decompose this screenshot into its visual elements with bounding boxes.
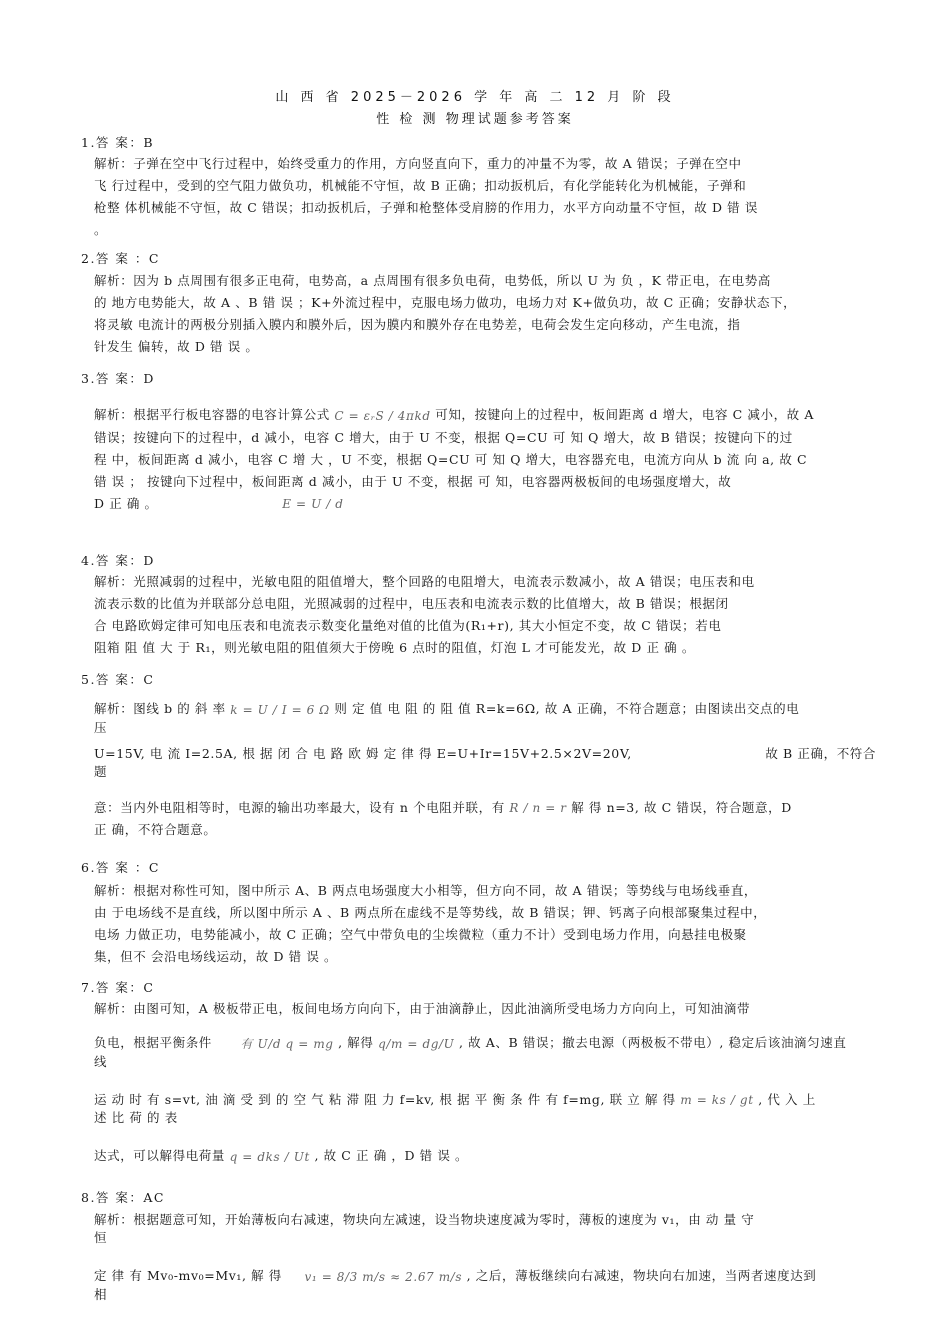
explanation-4 [94,571,876,659]
explanation-line: 正 确，不符合题意。 [94,822,217,837]
explanation-line: 的 地方电势能大，故 A 、B 错 误 ；K+外流过程中，克服电场力做功，电场力对 K+做负功，故 C 正确；安静状态下， [94,295,797,310]
explanation-line: 解析：根据题意可知，开始薄板向右减速，物块向左减速，设当物块速度减为零时，薄板的速度为 v₁，由 动 量 守 [94,1212,755,1227]
text-fragment: 达式，可以解得电荷量 [94,1148,226,1163]
text-fragment: 解析：图线 b 的 斜 率 [94,701,226,716]
explanation-line: 集，但不 会沿电场线运动，故 D 错 误 。 [94,949,338,964]
explanation-8 [94,1209,876,1302]
answer-3: 3.答 案：D [81,371,155,386]
explanation-line: 错误；按键向下的过程中，d 减小，电容 C 增大，由于 U 不变，根据 Q=CU 可 知 Q 增大，故 B 错误；按键向下的过 [94,429,793,445]
explanation-6 [94,880,876,968]
explanation-line: 程 中，板间距离 d 减小，电容 C 增 大 ，U 不变，根据 Q=CU 可 知 Q 增大，电容器充电，电流方向从 b 流 向 a, 故 C [94,451,808,467]
explanation-line: 解析：因为 b 点周围有很多正电荷，电势高，a 点周围有很多负电荷，电势低，所以 U 为 负 ，K 带正电，在电势高 [94,273,771,288]
explanation-line: 枪整 体机械能不守恒，故 C 错误；扣动扳机后，子弹和枪整体受肩膀的作用力，水平方向动量不守恒，故 D 错 误 [94,200,758,215]
explanation-line [94,698,876,721]
field-strength-formula: E = U / d [282,497,344,511]
explanation-line: 解析：根据对称性可知，图中所示 A、B 两点电场强度大小相等，但方向不同，故 A 错误；等势线与电场线垂直， [94,883,758,898]
text-fragment: 定 律 有 Mv₀-mv₀=Mv₁, 解 得 [94,1268,282,1283]
explanation-line: 解析：子弹在空中飞行过程中，始终受重力的作用，方向竖直向下，重力的冲量不为零，故 A 错误；子弹在空中 [94,156,742,171]
text-fragment: 错 误 ； 按键向下过程中，板间距离 d 减小，由于 U 不变，根据 可 知，电容器两极板间的电场强度增大，故 [94,473,732,489]
explanation-line [94,1145,876,1168]
explanation-line: 。 [94,222,108,237]
text-fragment: 可知，按键向上的过程中，板间距离 d 增大，电容 C 减小，故 A [435,407,814,422]
explanation-line [94,471,876,493]
explanation-7 [94,998,876,1168]
mass-formula: m = ks / gt [680,1093,754,1107]
explanation-line: 相 [94,1287,108,1302]
answer-1: 1.答 案：B [81,135,155,150]
text-fragment: 负电，根据平衡条件 [94,1035,212,1050]
explanation-line [94,743,876,765]
answer-7: 7.答 案：C [81,980,155,995]
explanation-line [94,797,876,820]
explanation-line: 恒 [94,1231,108,1245]
text-fragment: 运 动 时 有 s=vt, 油 滴 受 到 的 空 气 粘 滞 阻 力 f=kv, 根 据 平 衡 条 件 有 f=mg, 联 立 解 得 [94,1091,676,1107]
answer-2: 2.答 案 ：C [81,251,160,266]
explanation-line [94,1089,876,1112]
explanation-line [94,493,876,516]
answer-5: 5.答 案：C [81,672,155,687]
explanation-line: 述 比 荷 的 表 [94,1111,178,1125]
explanation-line: 线 [94,1054,108,1069]
text-fragment: , 代 入 上 [758,1091,816,1107]
explanation-line: 由 于电场线不是直线，所以图中所示 A 、B 两点所在虚线不是等势线，故 B 错误；钾、钙离子向根部聚集过程中， [94,905,767,920]
text-fragment: 故 B 正确，不符合 [765,745,876,761]
explanation-line [94,1265,876,1288]
explanation-line: 流表示数的比值为并联部分总电阻，光照减弱的过程中，电压表和电流表示数的比值增大，故 B 错误；根据闭 [94,596,729,611]
text-fragment: D 正 确 。 [94,495,158,511]
explanation-2 [94,270,876,358]
explanation-line: 压 [94,720,108,735]
answer-8: 8.答 案：AC [81,1190,165,1205]
answer-6: 6.答 案 ：C [81,860,160,875]
document-subtitle: 性 检 测 物理试题参考答案 [376,112,574,127]
text-fragment: 则 定 值 电 阻 的 阻 值 R=k=6Ω, 故 A 正确，不符合题意；由图读出交点的电 [334,701,800,716]
charge-mass-ratio-formula: q/m = dg/U [378,1036,455,1051]
explanation-line [94,1032,876,1055]
text-fragment: 解 得 n=3, 故 C 错误，符合题意，D [571,799,792,815]
explanation-line: 飞 行过程中，受到的空气阻力做负功，机械能不守恒，故 B 正确；扣动扳机后，有化学能转化为机械能，子弹和 [94,178,747,193]
charge-formula: q = dks / Ut [229,1149,310,1164]
text-fragment: U=15V, 电 流 I=2.5A, 根 据 闭 合 电 路 欧 姆 定 律 得 E=U+Ir=15V+2.5×2V=20V, [94,745,632,761]
text-fragment: 解析：根据平行板电容器的电容计算公式 [94,407,330,422]
explanation-line: 解析：光照减弱的过程中，光敏电阻的阻值增大，整个回路的电阻增大，电流表示数减小，故 A 错误；电压表和电 [94,574,755,589]
answer-4: 4.答 案：D [81,553,155,568]
parallel-resistance-formula: R / n = r [509,801,567,815]
slope-formula: k = U / I = 6 Ω [230,702,330,717]
balance-formula: 有 U/d q = mg [240,1036,334,1051]
explanation-line: 针发生 偏转，故 D 错 误 。 [94,339,259,354]
explanation-line: 解析：由图可知，A 极板带正电，板间电场方向向下，由于油滴静止，因此油滴所受电场力方向向上，可知油滴带 [94,1001,751,1016]
text-fragment: , 解得 [338,1035,374,1050]
explanation-line: 合 电路欧姆定律可知电压表和电流表示数变化量绝对值的比值为(R₁+r), 其大小恒定不变，故 C 错误；若电 [94,618,722,633]
explanation-line: 将灵敏 电流计的两极分别插入膜内和膜外后，因为膜内和膜外存在电势差，电荷会发生定向移动，产生电流，指 [94,317,741,332]
explanation-line: 阻箱 阻 值 大 于 R₁，则光敏电阻的阻值须大于傍晚 6 点时的阻值，灯泡 L 才可能发光，故 D 正 确 。 [94,640,695,655]
text-fragment: , 故 A、B 错误；撤去电源（两极板不带电）, 稳定后该油滴匀速直 [458,1035,847,1050]
explanation-5 [94,698,876,841]
text-fragment: , 故 C 正 确 ，D 错 误 。 [314,1148,469,1163]
velocity-formula: v₁ = 8/3 m/s ≈ 2.67 m/s [304,1269,463,1284]
capacitance-formula: C = εᵣS / 4πkd [334,408,431,423]
explanation-line: 题 [94,764,108,779]
explanation-3 [94,404,876,515]
text-fragment: 意：当内外电阻相等时，电源的输出功率最大，设有 n 个电阻并联，有 [94,799,505,815]
document-title: 山 西 省 2025－2026 学 年 高 二 12 月 阶 段 [275,90,675,105]
explanation-1 [94,153,876,241]
explanation-line [94,404,876,427]
explanation-line: 电场 力做正功，电势能减小，故 C 正确；空气中带负电的尘埃微粒（重力不计）受到电场力作用，向悬挂电极聚 [94,927,747,942]
text-fragment: , 之后，薄板继续向右减速，物块向右加速，当两者速度达到 [466,1268,817,1283]
